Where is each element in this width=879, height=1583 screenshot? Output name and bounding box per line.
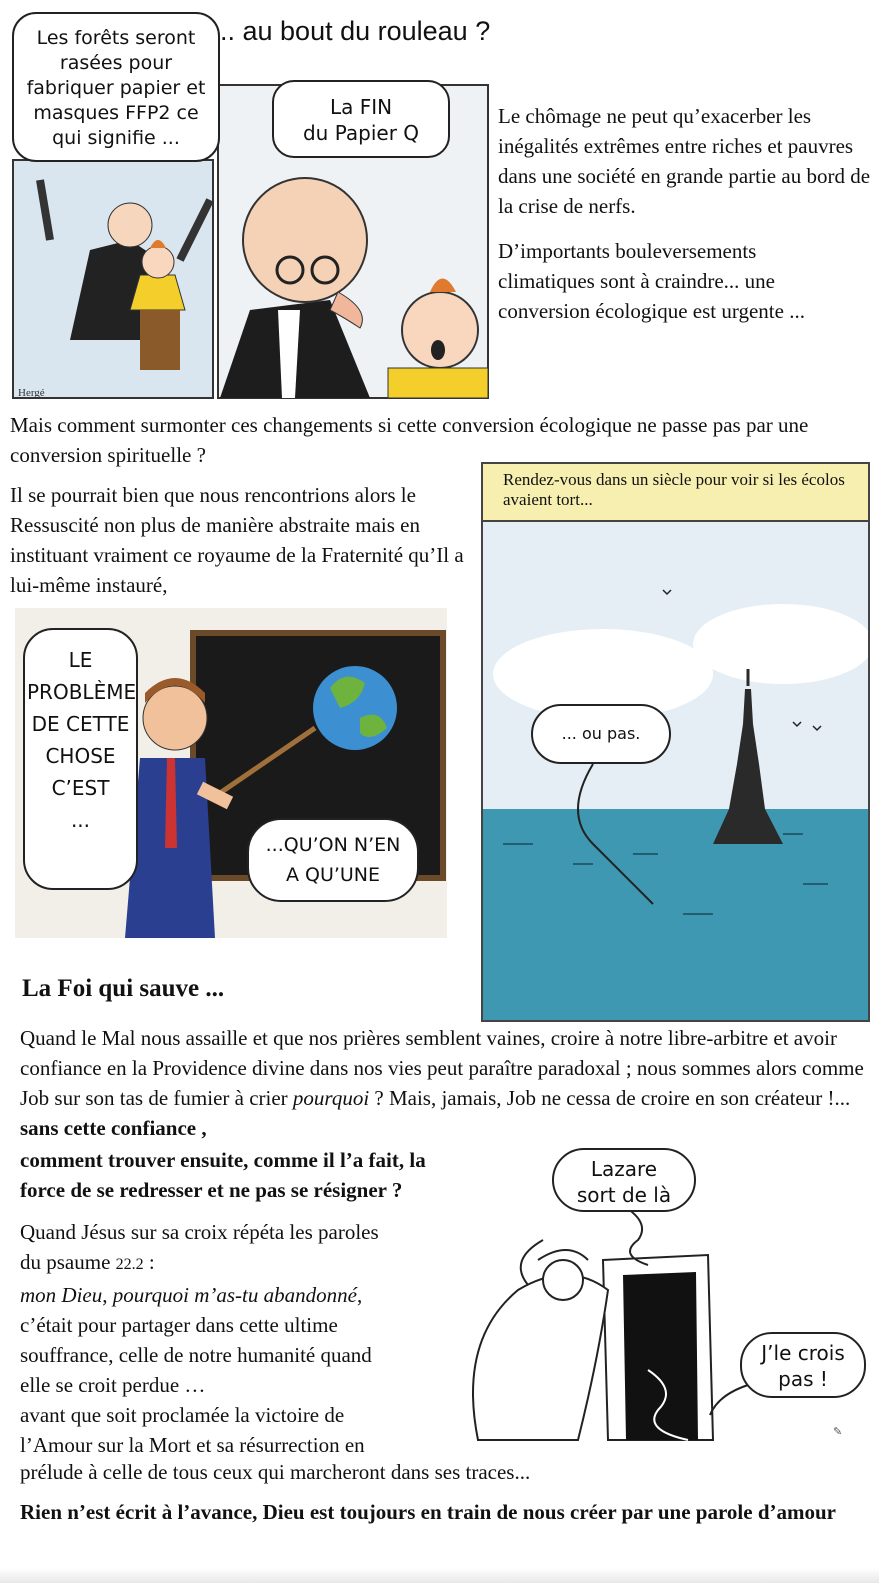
lazare-bubble-bottom (740, 1332, 866, 1398)
faith-p2-line: elle se croit perdue … (20, 1373, 206, 1397)
speech-bubble-right-line1: La FIN (329, 95, 393, 119)
svg-text:✎: ✎ (833, 1426, 843, 1438)
cartoon-eiffel (481, 462, 870, 1022)
lazare-bubble-bottom-line: pas ! (778, 1367, 828, 1391)
intro-paragraph-1: Le chômage ne peut qu’exacerber les inégalités extrêmes entre riches et pauvres dans une société en grande partie au bord de la crise de nerfs. (498, 104, 871, 218)
faith-p2-line: avant que soit proclamée la victoire de (20, 1403, 345, 1427)
cartoon-teacher (15, 608, 447, 938)
faith-paragraph-1-mid: ? Mais, jamais, Job ne cessa de croire en son créateur !... (369, 1086, 851, 1110)
bottom-fade (0, 1568, 879, 1583)
faith-p2-comma: , (102, 1283, 113, 1307)
faith-p2-comma: , (356, 1283, 363, 1307)
faith-p2-line: du psaume (20, 1250, 116, 1274)
lazare-bubble-top-line: Lazare (590, 1157, 658, 1181)
speech-bubble-right-line2: du Papier Q (302, 121, 420, 145)
cartoon-eiffel-caption: Rendez-vous dans un siècle pour voir si les écolos avaient tort... (483, 464, 868, 522)
teacher-bubble-left-line: LE (68, 648, 93, 672)
teacher-bubble-left (23, 628, 138, 890)
teacher-bubble-left-line: ... (70, 808, 91, 832)
teacher-bubble-left-line: PROBLÈME (27, 680, 137, 704)
question-paragraph: Mais comment surmonter ces changements si cette conversion écologique ne passe pas par une conversion spirituelle ? (10, 413, 809, 467)
faith-paragraph-1-text: Quand le Mal nous assaille et que nos prières semblent vaines, croire à notre libre-arbitre et avoir confiance en la Providence divine dans nos vies peut paraître paradoxal ; nous sommes alors comme Job sur son tas de fumier à crier (20, 1026, 864, 1110)
faith-paragraph-2-end: prélude à celle de tous ceux qui marcheront dans ses traces... (20, 1460, 531, 1484)
eiffel-bubble: ... ou pas. (531, 704, 671, 764)
faith-bold-line-2: force de se redresser et ne pas se résigner ? (20, 1178, 403, 1202)
conclusion-paragraph: Rien n’est écrit à l’avance, Dieu est toujours en train de nous créer par une parole d’amour (20, 1500, 836, 1524)
faith-p2-line: Quand Jésus sur sa croix répéta les paroles (20, 1220, 379, 1244)
comic-tintin (10, 10, 490, 402)
faith-p2-line: souffrance, celle de notre humanité quand (20, 1343, 372, 1367)
psalm-reference: 22.2 (115, 1256, 144, 1273)
faith-paragraph-1-bold: sans cette confiance , (20, 1116, 207, 1140)
comic-signature: Hergé (18, 387, 45, 399)
faith-p2-line: l’Amour sur la Mort et sa résurrection en (20, 1433, 365, 1457)
speech-bubble-left: Les forêts seront rasées pour fabriquer papier et masques FFP2 ce qui signifie ... (12, 12, 220, 162)
faith-paragraph-2 (20, 1217, 480, 1460)
teacher-bubble-right (247, 818, 419, 902)
resurrection-paragraph: Il se pourrait bien que nous rencontrions alors le Ressuscité non plus de manière abstraite mais en instituant vraiment ce royaume de la Fraternité qu’Il a lui-même instauré, (10, 483, 464, 597)
faith-heading: La Foi qui sauve ... (22, 975, 225, 1002)
faith-p2-line: : (143, 1250, 155, 1274)
teacher-bubble-left-line: DE CETTE (31, 712, 130, 736)
page-title: .. au bout du rouleau ? (220, 16, 491, 46)
faith-p2-italic: pourquoi m’as-tu abandonné (112, 1283, 357, 1307)
intro-paragraph-2: D’importants bouleversements climatiques sont à craindre... une conversion écologique est urgente ... (498, 239, 805, 323)
faith-p2-line: c’était pour partager dans cette ultime (20, 1313, 338, 1337)
lazare-bubble-bottom-line: J’le crois (761, 1341, 845, 1365)
cartoon-lazare (448, 1140, 873, 1450)
teacher-bubble-left-line: CHOSE (45, 744, 116, 768)
lazare-bubble-top (552, 1148, 696, 1212)
teacher-bubble-right-line: A QU’UNE (285, 864, 381, 886)
lazare-bubble-top-line: sort de là (576, 1183, 672, 1207)
faith-bold-line-1: comment trouver ensuite, comme il l’a fait, la (20, 1148, 426, 1172)
teacher-bubble-left-line: C’EST (51, 776, 110, 800)
teacher-bubble-right-line: ...QU’ON N’EN (265, 834, 401, 856)
faith-paragraph-1-italic: pourquoi (292, 1086, 370, 1110)
faith-paragraph-1 (20, 1023, 875, 1143)
faith-p2-italic: mon Dieu (20, 1283, 103, 1307)
speech-bubble-right (272, 80, 450, 158)
